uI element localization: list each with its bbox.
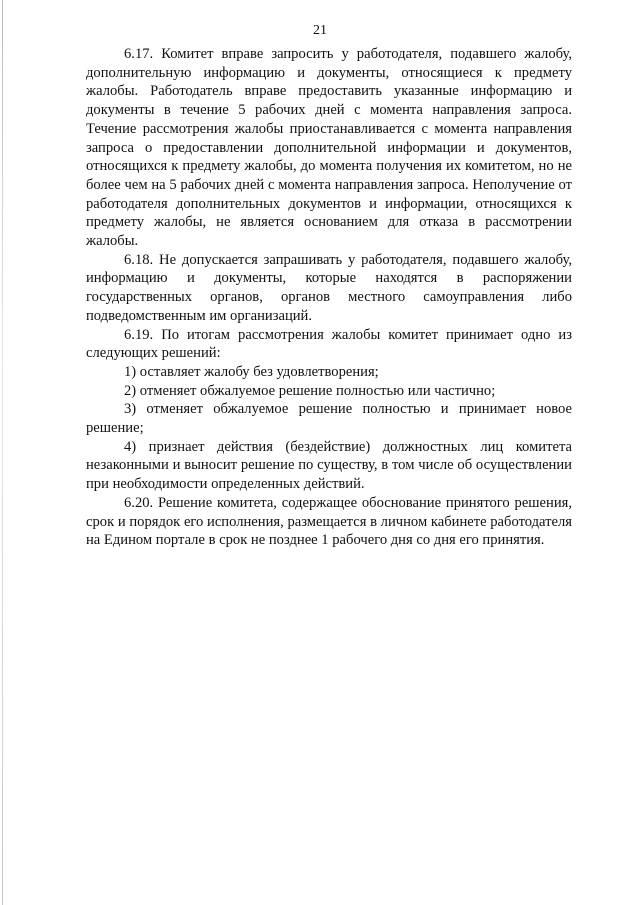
paragraph-6-18: 6.18. Не допускается запрашивать у работодателя, подавшего жалобу, информацию и документы, которые находятся в распоряжении государственных органов, органов местного самоуправления либо подведомственным им организаций. bbox=[86, 251, 572, 324]
document-body bbox=[86, 45, 572, 550]
paragraph-6-20: 6.20. Решение комитета, содержащее обоснование принятого решения, срок и порядок его исполнения, размещается в личном кабинете работодателя на Едином портале в срок не позднее 1 рабочего дня со дня его принятия. bbox=[86, 494, 572, 549]
page-number: 21 bbox=[313, 23, 327, 38]
list-item-3: 3) отменяет обжалуемое решение полностью и принимает новое решение; bbox=[86, 401, 572, 437]
scan-edge bbox=[2, 0, 3, 905]
paragraph-6-17: 6.17. Комитет вправе запросить у работодателя, подавшего жалобу, дополнительную информацию и документы, относящиеся к предмету жалобы. Работодатель вправе предоставить указанные информацию и документы в течение 5 рабочих дней с момента направления запроса. Течение рассмотрения жалобы приостанавливается с момента направления запроса о предоставлении дополнительной информации и документов, относящихся к предмету жалобы, до момента получения их комитетом, но не более чем на 5 рабочих дней с момента направления запроса. Неполучение от работодателя дополнительных документов и информации, относящихся к предмету жалобы, не является основанием для отказа в рассмотрении жалобы. bbox=[86, 46, 572, 250]
list-item-2: 2) отменяет обжалуемое решение полностью или частично; bbox=[124, 382, 496, 399]
list-item-4: 4) признает действия (бездействие) должностных лиц комитета незаконными и выносит решение по существу, в том числе об осуществлении при необходимости определенных действий. bbox=[86, 438, 572, 493]
paragraph-6-19: 6.19. По итогам рассмотрения жалобы комитет принимает одно из следующих решений: bbox=[86, 326, 572, 362]
list-item-1: 1) оставляет жалобу без удовлетворения; bbox=[124, 363, 379, 380]
